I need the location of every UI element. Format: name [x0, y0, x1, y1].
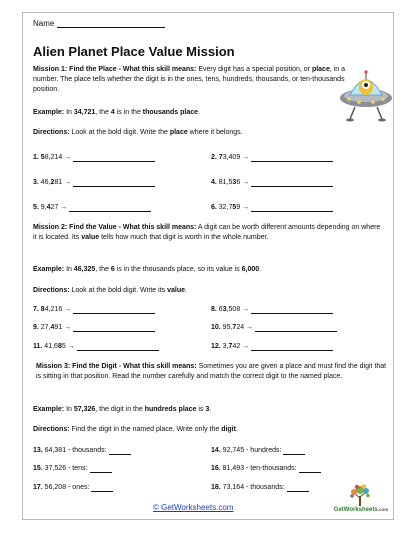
- problem-15: 15. 37,526 - tens:: [33, 464, 112, 473]
- answer-blank[interactable]: [69, 204, 151, 212]
- answer-blank[interactable]: [251, 179, 333, 187]
- logo-text: GetWorksheets.com: [333, 507, 389, 513]
- problem-7: 7. 84,216 →: [33, 305, 155, 314]
- answer-blank[interactable]: [251, 306, 333, 314]
- answer-blank[interactable]: [73, 306, 155, 314]
- problem-9: 9. 27,491 →: [33, 323, 155, 332]
- problem-8: 8. 63,508 →: [211, 305, 333, 314]
- problem-1: 1. 58,214 →: [33, 153, 155, 162]
- answer-blank[interactable]: [251, 154, 333, 162]
- problem-13: 13. 64,381 - thousands:: [33, 446, 131, 455]
- page-title: Alien Planet Place Value Mission: [33, 44, 235, 59]
- problem-5: 5. 9,427 →: [33, 203, 151, 212]
- answer-blank[interactable]: [90, 465, 112, 473]
- answer-blank[interactable]: [299, 465, 321, 473]
- mission1-directions: Directions: Look at the bold digit. Write the place where it belongs.: [33, 129, 243, 136]
- answer-blank[interactable]: [283, 447, 305, 455]
- copyright-link[interactable]: © GetWorksheets.com: [153, 503, 234, 512]
- tree-logo-icon: [347, 483, 373, 507]
- answer-blank[interactable]: [287, 484, 309, 492]
- answer-blank[interactable]: [91, 484, 113, 492]
- mission1-example: Example: In 34,721, the 4 is in the thousands place.: [33, 109, 200, 116]
- name-field[interactable]: [33, 19, 165, 28]
- mission3-example: Example: In 57,326, the digit in the hundreds place is 3.: [33, 406, 212, 413]
- problem-17: 17. 56,208 - ones:: [33, 483, 113, 492]
- answer-blank[interactable]: [251, 343, 333, 351]
- name-label: Name: [33, 19, 55, 28]
- problem-4: 4. 81,536 →: [211, 178, 333, 187]
- answer-blank[interactable]: [255, 324, 337, 332]
- problem-14: 14. 92,745 - hundreds:: [211, 446, 305, 455]
- problem-18: 18. 73,164 - thousands:: [211, 483, 309, 492]
- problem-10: 10. 95,724 →: [211, 323, 337, 332]
- problem-16: 16. 81,493 - ten-thousands:: [211, 464, 321, 473]
- mission3-intro: Mission 3: Find the Digit - What this skill means: Sometimes you are given a place and must find the digit that is sitting in that position. Read the number carefully and match the correct digit to the named place.: [36, 363, 387, 380]
- mission2-example: Example: In 46,325, the 6 is in the thousands place, so its value is 6,000.: [33, 266, 262, 273]
- mission3-directions: Directions: Find the digit in the named place. Write only the digit.: [33, 426, 238, 433]
- problem-6: 6. 32,759 →: [211, 203, 333, 212]
- problem-3: 3. 46,281 →: [33, 178, 155, 187]
- answer-blank[interactable]: [73, 179, 155, 187]
- mission2-intro: Mission 2: Find the Value - What this skill means: A digit can be worth different amounts depending on where it is located. Its value tells how much that digit is worth in the whole number.: [33, 224, 381, 241]
- mission2-directions: Directions: Look at the bold digit. Write its value.: [33, 287, 187, 294]
- getworksheets-logo: [331, 483, 387, 517]
- answer-blank[interactable]: [77, 343, 159, 351]
- answer-blank[interactable]: [251, 204, 333, 212]
- problem-2: 2. 73,409 →: [211, 153, 333, 162]
- problem-12: 12. 3,742 →: [211, 342, 333, 351]
- problem-11: 11. 41,685 →: [33, 342, 159, 351]
- worksheet-page: [22, 12, 394, 520]
- answer-blank[interactable]: [73, 154, 155, 162]
- answer-blank[interactable]: [109, 447, 131, 455]
- mission1-intro: Mission 1: Find the Place - What this skill means: Every digit has a special position, or place, in a number. The place tells whether the digit is in the ones, tens, hundreds, thousands, or ten-thousands position.: [33, 66, 346, 93]
- name-blank[interactable]: [57, 19, 165, 28]
- answer-blank[interactable]: [73, 324, 155, 332]
